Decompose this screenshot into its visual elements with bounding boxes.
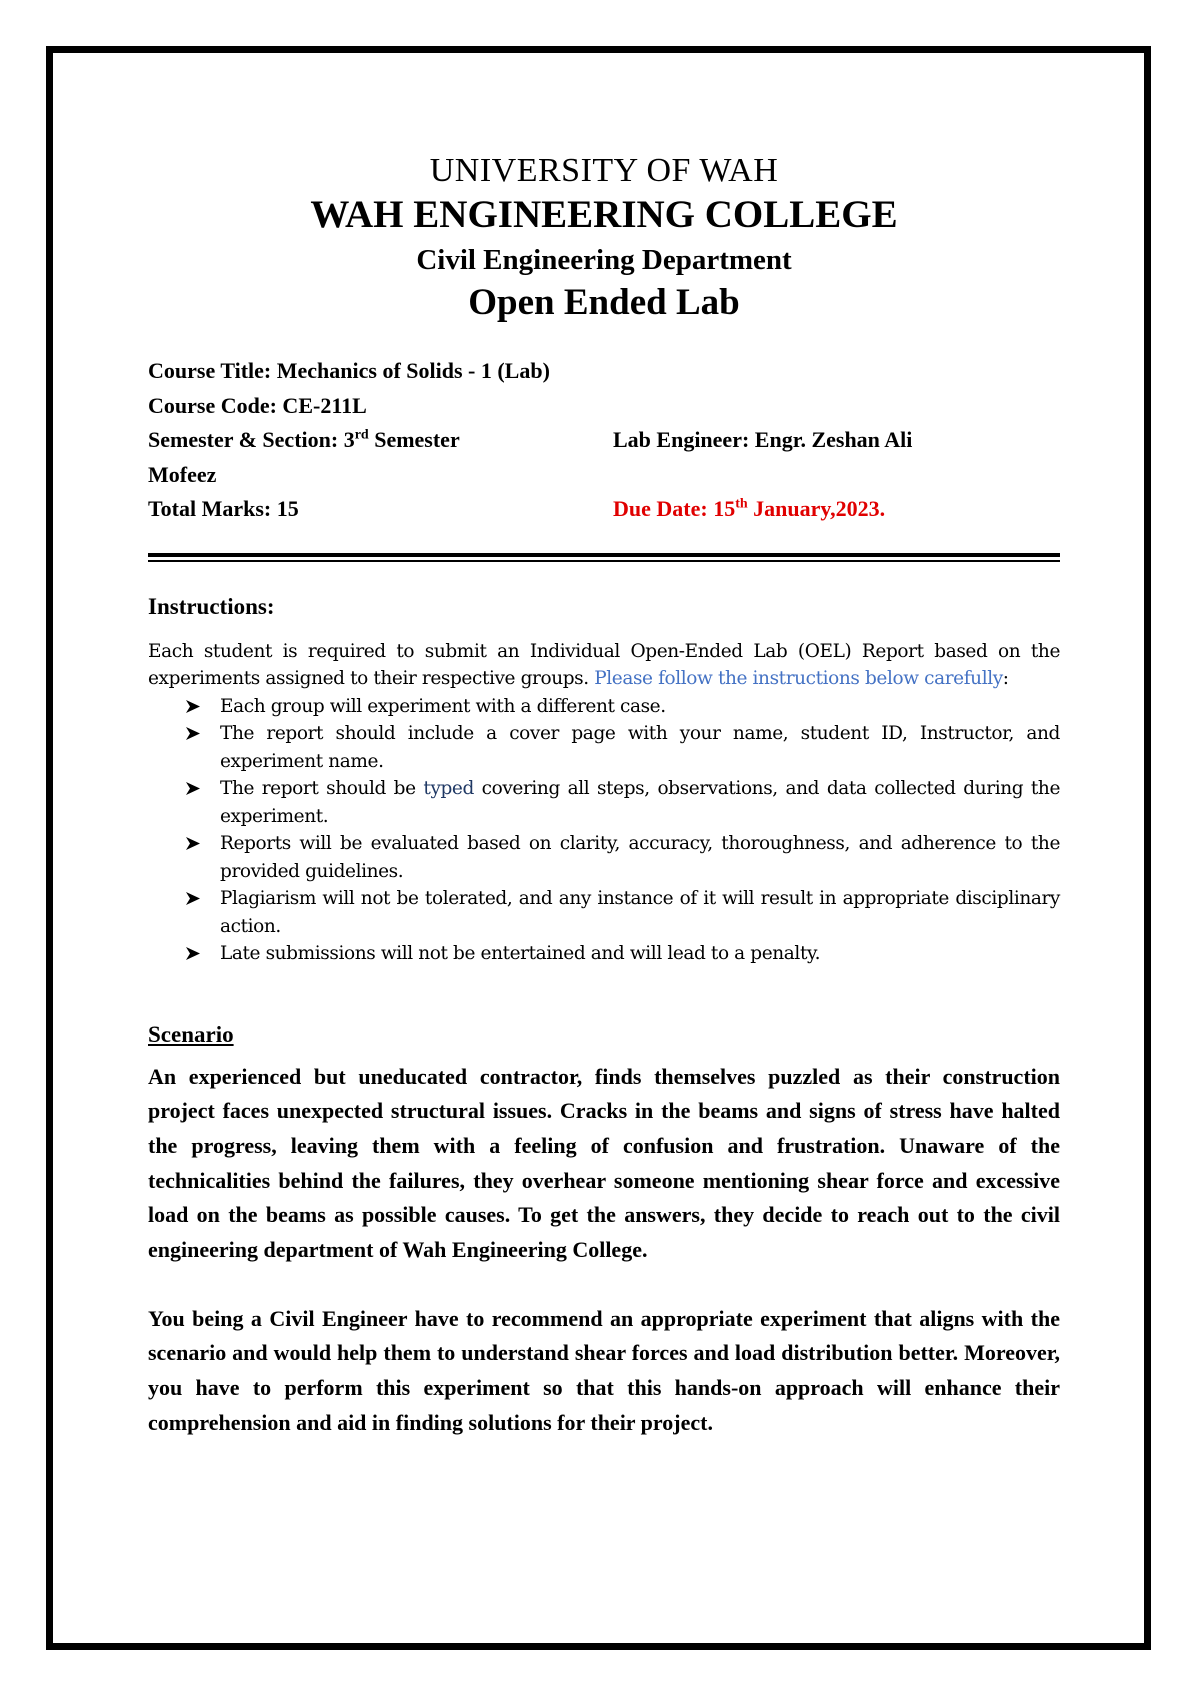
arrow-bullet-icon <box>184 720 202 747</box>
bullet-text: Each group will experiment with a different case. <box>220 695 666 717</box>
due-sup: th <box>735 496 748 512</box>
due-prefix: Due Date: 15 <box>613 496 736 521</box>
list-item <box>184 693 1060 721</box>
university-name: UNIVERSITY OF WAH <box>429 152 779 189</box>
intro-end: : <box>1002 668 1009 689</box>
document-title: Open Ended Lab <box>468 282 740 323</box>
college-name: WAH ENGINEERING COLLEGE <box>310 193 898 236</box>
intro-text: Each student is required to submit an Individual Open-Ended Lab (OEL) Report based on the experiments assigned to their respective groups. <box>148 640 1060 689</box>
semester-prefix: Semester & Section: 3 <box>148 427 355 452</box>
semester-section <box>148 427 460 452</box>
marks-row <box>148 492 1060 527</box>
lab-engineer-cont-row <box>148 458 1060 493</box>
arrow-bullet-icon <box>184 693 202 720</box>
bullet-text: The report should include a cover page with your name, student ID, Instructor, and experiment name. <box>220 723 1060 772</box>
instructions-intro <box>148 638 1060 693</box>
total-marks: Total Marks: 15 <box>148 496 299 521</box>
scenario-paragraph: An experienced but uneducated contractor, finds themselves puzzled as their construction project faces unexpected structural issues. Cracks in the beams and signs of stress have halted the progress, leaving them with a feeling of confusion and frustration. Unaware of the technicalities behind the failures, they overhear someone mentioning shear force and excessive load on the beams as possible causes. To get the answers, they decide to reach out to the civil engineering department of Wah Engineering College. <box>148 1063 1060 1263</box>
bullet-text: Reports will be evaluated based on clarity, accuracy, thoroughness, and adherence to the provided guidelines. <box>220 833 1060 882</box>
bullet-text: Plagiarism will not be tolerated, and any instance of it will result in appropriate disciplinary action. <box>220 888 1060 937</box>
arrow-bullet-icon <box>184 885 202 912</box>
typed-emphasis: typed <box>423 778 474 799</box>
instructions-title: Instructions: <box>148 593 275 619</box>
list-item <box>184 775 1060 830</box>
course-title-row <box>148 354 1060 389</box>
instructions-list <box>148 693 1060 968</box>
course-info <box>148 354 1060 527</box>
due-suffix: January,2023. <box>747 496 886 521</box>
document-content <box>148 150 1060 1441</box>
course-title: Course Title: Mechanics of Solids - 1 (Lab) <box>148 358 550 383</box>
arrow-bullet-icon <box>184 830 202 857</box>
task-paragraph: You being a Civil Engineer have to recommend an appropriate experiment that aligns with the scenario and would help them to understand shear forces and load distribution better. Moreover, you have to perform this experiment so that this hands-on approach will enhance their comprehension and aid in finding solutions for their project. <box>148 1305 1060 1435</box>
course-code: Course Code: CE-211L <box>148 392 367 418</box>
lab-engineer: Lab Engineer: Engr. Zeshan Ali <box>613 427 913 452</box>
arrow-bullet-icon <box>184 775 202 802</box>
semester-row <box>148 423 1060 458</box>
department-name: Civil Engineering Department <box>416 244 792 276</box>
arrow-bullet-icon <box>184 940 202 967</box>
intro-highlight: Please follow the instructions below carefully <box>594 668 1003 689</box>
list-item <box>184 885 1060 940</box>
list-item <box>184 830 1060 885</box>
list-item <box>184 720 1060 775</box>
due-date <box>613 492 885 527</box>
section-divider <box>148 553 1060 562</box>
bullet3-pre: The report should be <box>220 778 424 799</box>
bullet-text <box>220 778 1060 827</box>
bullet-text: Late submissions will not be entertained and will lead to a penalty. <box>220 943 821 964</box>
course-code-row <box>148 389 1060 424</box>
semester-sup: rd <box>354 427 369 443</box>
list-item <box>184 940 1060 968</box>
scenario-title: Scenario <box>148 1021 234 1047</box>
lab-engineer-cont: Mofeez <box>148 461 217 487</box>
bullet3-post: covering all steps, observations, and data collected during the experiment. <box>220 778 1060 827</box>
semester-suffix: Semester <box>368 427 460 452</box>
